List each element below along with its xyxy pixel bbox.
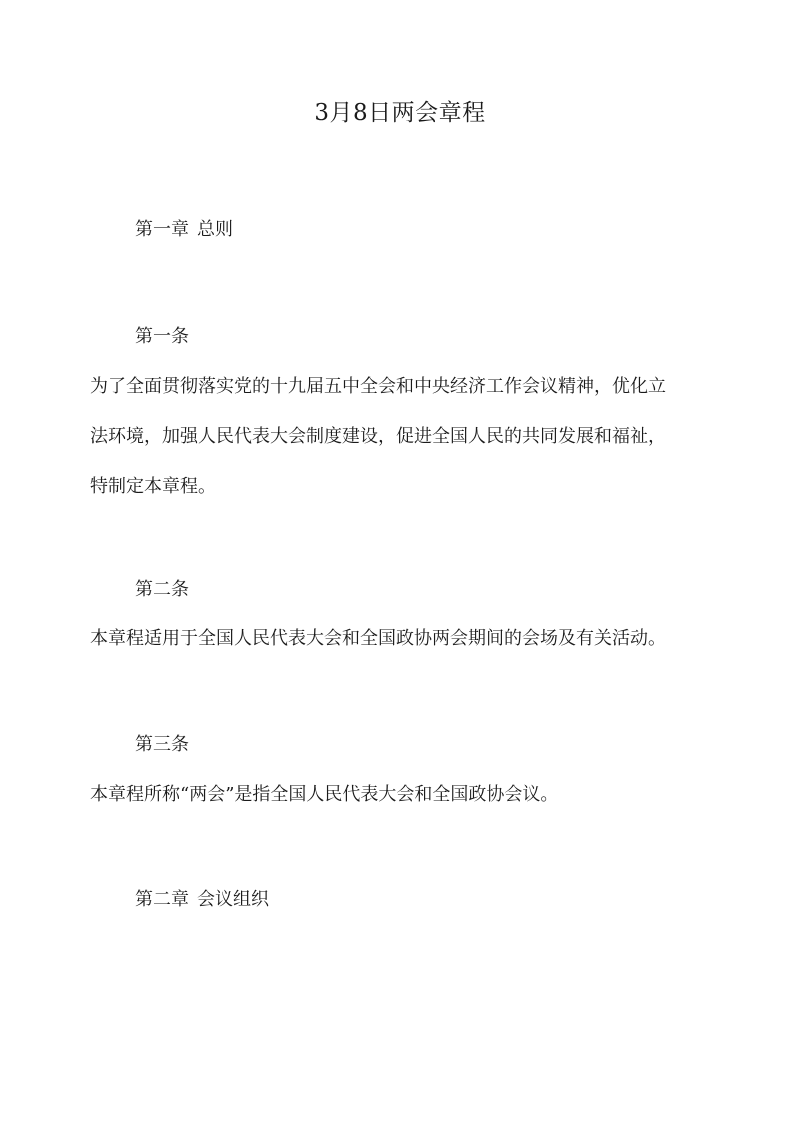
- document-title: 3月8日两会章程: [314, 100, 486, 126]
- article-heading-3: 第三条: [135, 734, 189, 755]
- article-heading-1: 第一条: [135, 326, 189, 347]
- chapter-name: 总则: [197, 219, 233, 240]
- article-2-line-1: 本章程适用于全国人民代表大会和全国政协两会期间的会场及有关活动。: [90, 628, 666, 649]
- chapter-label: 第一章: [135, 219, 189, 240]
- article-1-line-2: 法环境，加强人民代表大会制度建设，促进全国人民的共同发展和福祉，: [90, 426, 666, 447]
- article-3-line-1: 本章程所称“两会”是指全国人民代表大会和全国政协会议。: [90, 784, 559, 805]
- chapter-name: 会议组织: [197, 889, 269, 910]
- chapter-label: 第二章: [135, 889, 189, 910]
- article-heading-2: 第二条: [135, 579, 189, 600]
- chapter-heading-1: [135, 218, 233, 242]
- article-1-line-1: 为了全面贯彻落实党的十九届五中全会和中央经济工作会议精神，优化立: [90, 376, 666, 397]
- chapter-heading-2: [135, 888, 269, 912]
- article-1-line-3: 特制定本章程。: [90, 476, 216, 497]
